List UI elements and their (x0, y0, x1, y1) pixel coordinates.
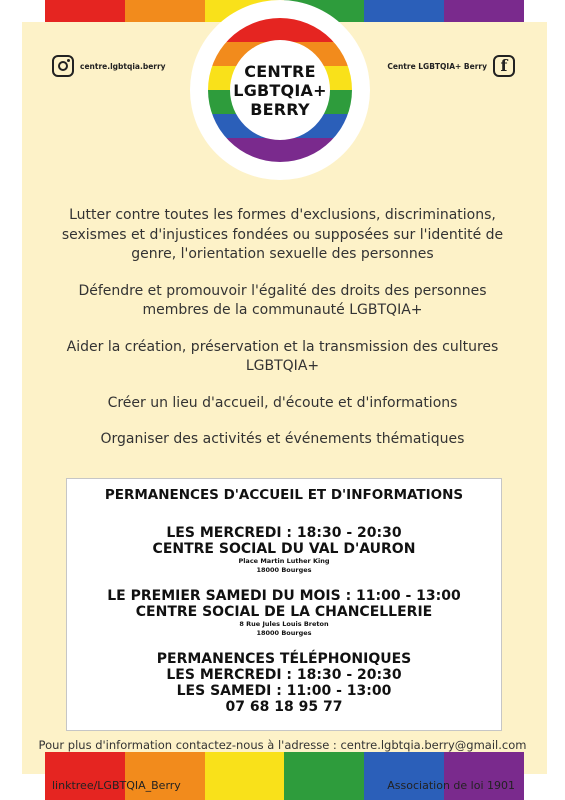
contact-line: Pour plus d'information contactez-nous à l'adresse : centre.lgbtqia.berry@gmail.com (38, 738, 527, 752)
missions-list (30, 206, 535, 467)
schedule: LES MERCREDI : 18:30 - 20:30 (166, 667, 402, 683)
schedule: LE PREMIER SAMEDI DU MOIS : 11:00 - 13:00 (107, 588, 461, 604)
linktree-link[interactable]: linktree/LGBTQIA_Berry (52, 779, 181, 792)
mission-item: Aider la création, préservation et la transmission des cultures LGBTQIA+ (66, 338, 499, 374)
logo (190, 0, 370, 180)
permanences-telephoniques (67, 651, 501, 715)
section-heading: PERMANENCES TÉLÉPHONIQUES (156, 651, 412, 667)
logo-line-3: BERRY (250, 99, 310, 119)
instagram-handle: centre.lgbtqia.berry (80, 61, 166, 71)
logo-line-1: CENTRE (244, 61, 316, 81)
postcode: 18000 Bourges (256, 629, 312, 637)
permanence-chancellerie (67, 588, 501, 638)
schedule: LES SAMEDI : 11:00 - 13:00 (176, 683, 392, 699)
facebook-icon: f (493, 55, 515, 77)
phone-number[interactable]: 07 68 18 95 77 (225, 699, 343, 715)
instagram-icon (52, 55, 74, 77)
schedule: LES MERCREDI : 18:30 - 20:30 (166, 525, 402, 541)
facebook-link[interactable] (387, 55, 515, 77)
logo-text (230, 40, 330, 140)
rainbow-circle (208, 18, 352, 162)
mission-item: Lutter contre toutes les formes d'exclusions, discriminations, sexismes et d'injustices fondées ou supposées sur l'identité de genre, l'orientation sexuelle des personnes (61, 207, 504, 262)
postcode: 18000 Bourges (256, 566, 312, 574)
mission-item: Créer un lieu d'accueil, d'écoute et d'informations (107, 394, 458, 411)
facebook-name: Centre LGBTQIA+ Berry (387, 61, 487, 71)
logo-line-2: LGBTQIA+ (233, 80, 327, 100)
permanence-val-dauron (67, 525, 501, 575)
permanences-box (66, 478, 502, 731)
instagram-link[interactable] (52, 55, 166, 77)
address: Place Martin Luther King (238, 557, 330, 565)
permanences-title: PERMANENCES D'ACCUEIL ET D'INFORMATIONS (104, 487, 464, 503)
mission-item: Organiser des activités et événements thématiques (100, 431, 465, 447)
rainbow-band-bottom (45, 752, 524, 800)
venue: CENTRE SOCIAL DU VAL D'AURON (152, 541, 416, 557)
venue: CENTRE SOCIAL DE LA CHANCELLERIE (135, 604, 433, 620)
mission-item: Défendre et promouvoir l'égalité des droits des personnes membres de la communauté LGBTQIA+ (78, 282, 487, 318)
association-label: Association de loi 1901 (387, 779, 515, 792)
address: 8 Rue Jules Louis Breton (239, 620, 329, 628)
